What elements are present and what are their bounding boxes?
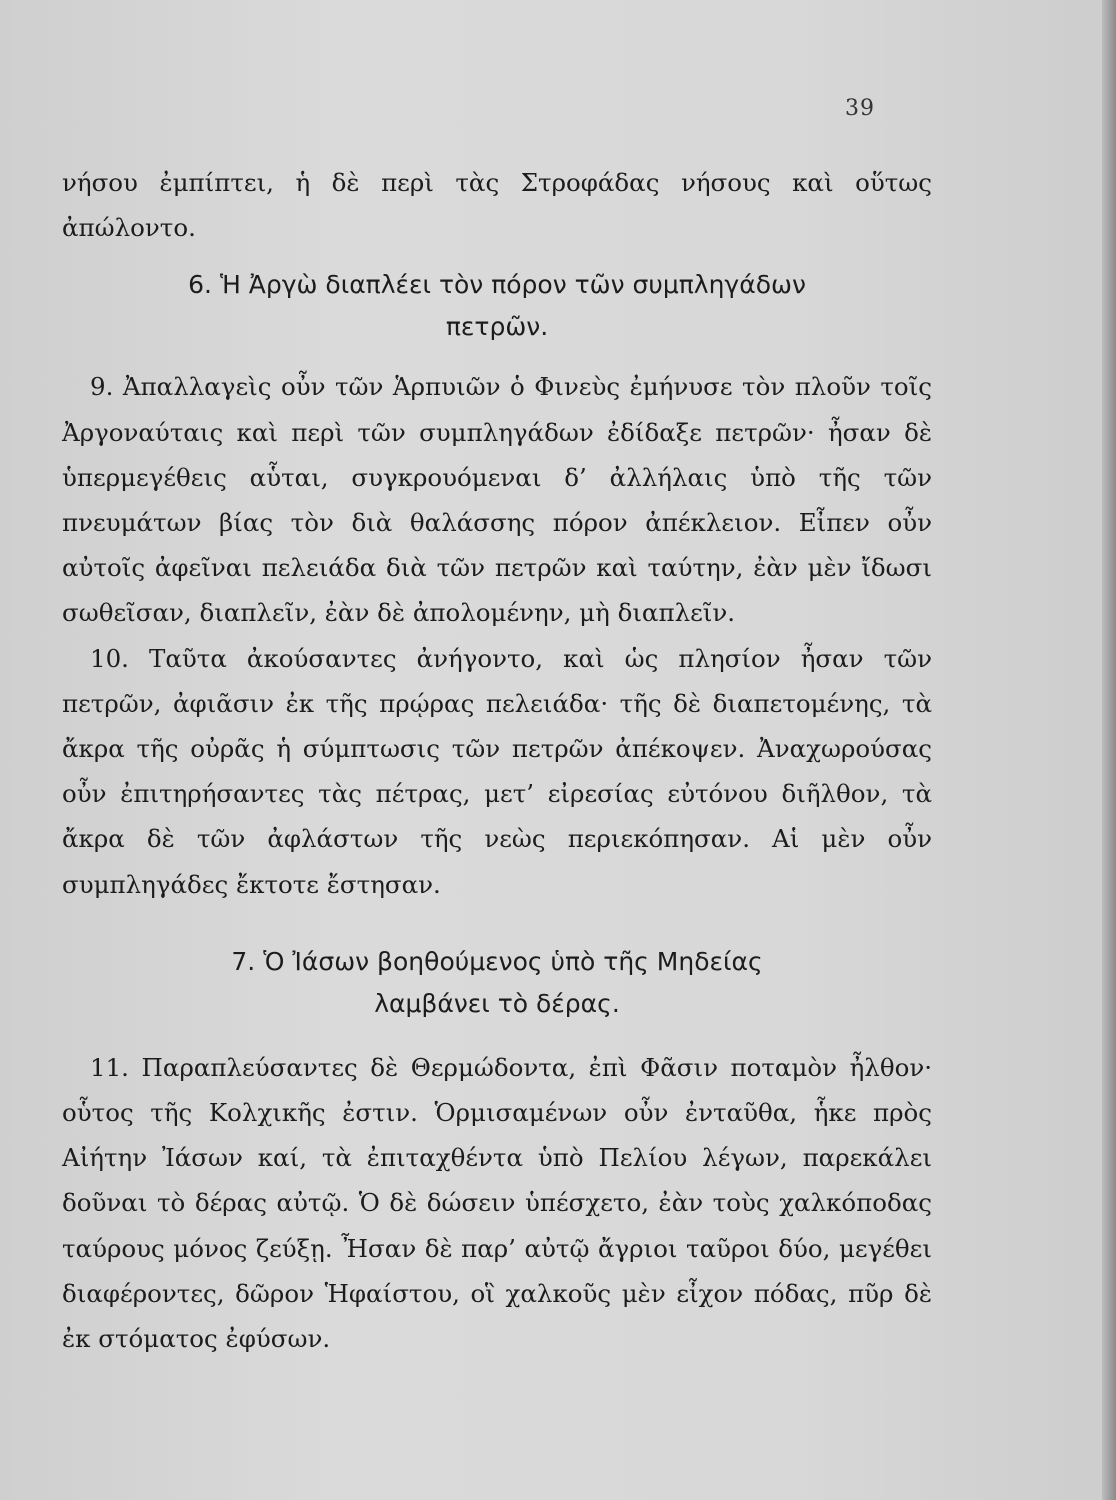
section-title-line: πετρῶν. xyxy=(445,312,549,342)
continued-paragraph: νήσου ἐμπίπτει, ἡ δὲ περὶ τὰς Στροφάδας νήσους καὶ οὕτως ἀπώλοντο. xyxy=(62,168,932,243)
page-edge-shadow xyxy=(1102,0,1116,1500)
paragraph-9: 9. Ἀπαλλαγεὶς οὖν τῶν Ἁρπυιῶν ὁ Φινεὺς ἐμήνυσε τὸν πλοῦν τοῖς Ἀργοναύταις καὶ περὶ τῶν συμπληγάδων ἐδίδαξε πετρῶν· ἦσαν δὲ ὑπερμεγέθεις αὗται, συγκρουόμεναι δ’ ἀλλήλαις ὑπὸ τῆς τῶν πνευμάτων βίας τὸν διὰ θαλάσσης πόρον ἀπέκλειον. Εἶπεν οὖν αὐτοῖς ἀφεῖναι πελειάδα διὰ τῶν πετρῶν καὶ ταύτην, ἐὰν μὲν ἴδωσι σωθεῖσαν, διαπλεῖν, ἐὰν δὲ ἀπολομένην, μὴ διαπλεῖν. xyxy=(62,372,932,628)
section-title-line: Ὁ Ἰάσων βοηθούμενος ὑπὸ τῆς Μηδείας xyxy=(263,946,763,976)
section-number: 7. xyxy=(231,946,256,976)
section-title-line: λαμβάνει τὸ δέρας. xyxy=(374,988,620,1018)
section-number: 6. xyxy=(188,270,212,300)
section-heading-7 xyxy=(62,941,932,1025)
paragraph-11: 11. Παραπλεύσαντες δὲ Θερμώδοντα, ἐπὶ Φᾶσιν ποταμὸν ἦλθον· οὗτος τῆς Κολχικῆς ἐστιν. Ὁρμισαμένων οὖν ἐνταῦθα, ἧκε πρὸς Αἰήτην Ἰάσων καί, τὰ ἐπιταχθέντα ὑπὸ Πελίου λέγων, παρεκάλει δοῦναι τὸ δέρας αὐτῷ. Ὁ δὲ δώσειν ὑπέσχετο, ἐὰν τοὺς χαλκόποδας ταύρους μόνος ζεύξῃ. Ἦσαν δὲ παρ’ αὐτῷ ἄγριοι ταῦροι δύο, μεγέθει διαφέροντες, δῶρον Ἡφαίστου, οἳ χαλκοῦς μὲν εἶχον πόδας, πῦρ δὲ ἐκ στόματος ἐφύσων. xyxy=(62,1052,932,1354)
page-body xyxy=(62,160,932,1361)
paragraph-10: 10. Ταῦτα ἀκούσαντες ἀνήγοντο, καὶ ὡς πλησίον ἦσαν τῶν πετρῶν, ἀφιᾶσιν ἐκ τῆς πρῴρας πελειάδα· τῆς δὲ διαπετομένης, τὰ ἄκρα τῆς οὐρᾶς ἡ σύμπτωσις τῶν πετρῶν ἀπέκοψεν. Ἀναχωρούσας οὖν ἐπιτηρήσαντες τὰς πέτρας, μετ’ εἰρεσίας εὐτόνου διῆλθον, τὰ ἄκρα δὲ τῶν ἀφλάστων τῆς νεὼς περιεκόπησαν. Αἱ μὲν οὖν συμπληγάδες ἔκτοτε ἔστησαν. xyxy=(62,643,932,899)
section-title-line: Ἡ Ἀργὼ διαπλέει τὸν πόρον τῶν συμπληγάδων xyxy=(219,270,806,300)
page-number: 39 xyxy=(845,96,875,121)
section-heading-6 xyxy=(62,264,932,348)
